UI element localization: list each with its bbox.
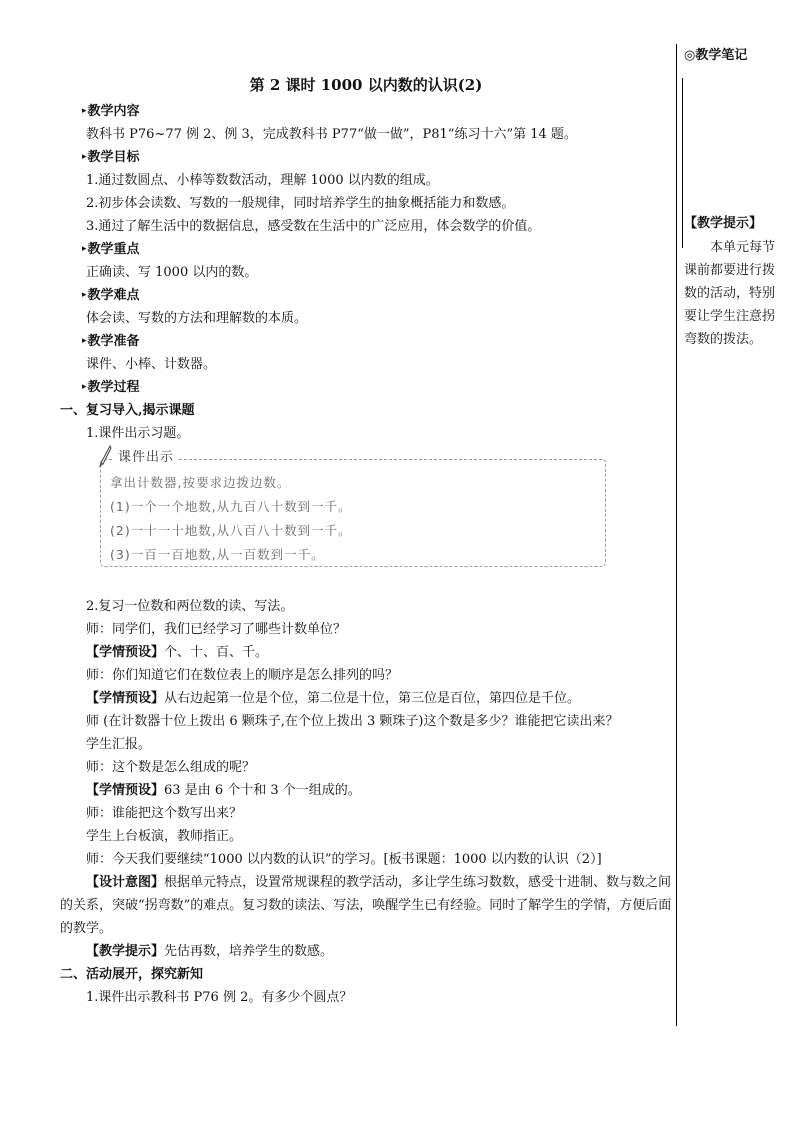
section-heading-difficulties: ▸教学难点 bbox=[82, 288, 140, 303]
bullet-icon: ▸ bbox=[82, 244, 87, 254]
section-heading-goals: ▸教学目标 bbox=[82, 150, 140, 165]
bullet-icon: ▸ bbox=[82, 336, 87, 346]
sidebar bbox=[684, 44, 790, 347]
design-intent-tag: 【设计意图】 bbox=[86, 875, 165, 890]
teacher-line: 师：你们知道它们在数位表上的顺序是怎么排列的吗？ bbox=[86, 668, 399, 683]
section-heading-process: ▸教学过程 bbox=[82, 380, 140, 395]
bullet-icon: ▸ bbox=[82, 290, 87, 300]
part1-step1: 1.课件出示习题。 bbox=[86, 426, 190, 441]
student-prediction: 【学情预设】从右边起第一位是个位，第二位是十位，第三位是百位，第四位是千位。 bbox=[86, 691, 581, 706]
bullet-icon: ▸ bbox=[82, 152, 87, 162]
teaching-tip-line: 【教学提示】先估再数，培养学生的数感。 bbox=[86, 944, 334, 959]
main-content bbox=[60, 70, 672, 1009]
pencil-icon bbox=[98, 445, 112, 467]
part1-heading: 一、复习导入,揭示课题 bbox=[60, 403, 195, 418]
part2-heading: 二、活动展开，探究新知 bbox=[60, 967, 204, 982]
courseware-line: (2)一十一十地数,从八百八十数到一千。 bbox=[110, 523, 352, 538]
content-text: 教科书 P76~77 例 2、例 3，完成教科书 P77“做一做”，P81“练习十六”第 14 题。 bbox=[86, 127, 577, 142]
section-heading-preparation: ▸教学准备 bbox=[82, 334, 140, 349]
courseware-line: (3)一百一百地数,从一百数到一千。 bbox=[110, 547, 325, 562]
teaching-tip-tag: 【教学提示】 bbox=[86, 944, 165, 959]
courseware-line: 拿出计数器,按要求边拨边数。 bbox=[110, 475, 291, 490]
prediction-tag: 【学情预设】 bbox=[86, 645, 165, 660]
student-line: 学生上台板演，教师指正。 bbox=[86, 829, 243, 844]
teacher-line: 师 (在计数器十位上拨出 6 颗珠子,在个位上拨出 3 颗珠子)这个数是多少？谁能把它读出来？ bbox=[86, 714, 619, 729]
teacher-line: 师：这个数是怎么组成的呢？ bbox=[86, 760, 256, 775]
section-heading-content: ▸教学内容 bbox=[82, 104, 140, 119]
student-prediction: 【学情预设】63 是由 6 个十和 3 个一组成的。 bbox=[86, 783, 361, 798]
prediction-tag: 【学情预设】 bbox=[86, 783, 165, 798]
student-line: 学生汇报。 bbox=[86, 737, 152, 752]
column-divider-left bbox=[676, 44, 677, 1026]
teacher-line: 师：谁能把这个数写出来？ bbox=[86, 806, 243, 821]
teacher-line: 师：同学们，我们已经学习了哪些计数单位？ bbox=[86, 622, 347, 637]
courseware-title: 课件出示 bbox=[114, 446, 178, 465]
page-title: 第 2 课时 1000 以内数的认识(2) bbox=[249, 76, 483, 94]
goal-item: 3.通过了解生活中的数据信息，感受数在生活中的广泛应用，体会数学的价值。 bbox=[86, 219, 541, 234]
column-divider-right bbox=[682, 78, 683, 248]
teacher-line: 师：今天我们要继续“1000 以内数的认识”的学习。[板书课题：1000 以内数的认识（2）] bbox=[86, 852, 602, 867]
teaching-notes-label: ◎教学笔记 bbox=[684, 48, 748, 63]
courseware-line: (1)一个一个地数,从九百八十数到一千。 bbox=[110, 499, 352, 514]
step2-text: 2.复习一位数和两位数的读、写法。 bbox=[86, 599, 294, 614]
preparation-text: 课件、小棒、计数器。 bbox=[86, 357, 217, 372]
sidebar-tip-heading: 【教学提示】 bbox=[684, 216, 763, 231]
section-heading-key-points: ▸教学重点 bbox=[82, 242, 140, 257]
sidebar-tip-body: 本单元每节课前都要进行拨数的活动，特别要让学生注意拐弯数的拨法。 bbox=[684, 240, 776, 347]
difficulties-text: 体会读、写数的方法和理解数的本质。 bbox=[86, 311, 308, 326]
goal-item: 1.通过数圆点、小棒等数数活动，理解 1000 以内数的组成。 bbox=[86, 173, 439, 188]
key-points-text: 正确读、写 1000 以内的数。 bbox=[86, 265, 258, 280]
part2-step1: 1.课件出示教科书 P76 例 2。有多少个圆点？ bbox=[86, 990, 353, 1005]
design-intent-paragraph: 【设计意图】根据单元特点，设置常规课程的教学活动，多让学生练习数数，感受十进制、数与数之间的关系，突破“拐弯数”的难点。复习数的读法、写法，唤醒学生已有经验。同时了解学生的学情，方便后面的教学。 bbox=[60, 875, 672, 936]
courseware-box bbox=[60, 445, 672, 595]
bullet-icon: ▸ bbox=[82, 382, 87, 392]
bullet-icon: ▸ bbox=[82, 106, 87, 116]
goal-item: 2.初步体会读数、写数的一般规律，同时培养学生的抽象概括能力和数感。 bbox=[86, 196, 515, 211]
student-prediction: 【学情预设】个、十、百、千。 bbox=[86, 645, 269, 660]
prediction-tag: 【学情预设】 bbox=[86, 691, 165, 706]
